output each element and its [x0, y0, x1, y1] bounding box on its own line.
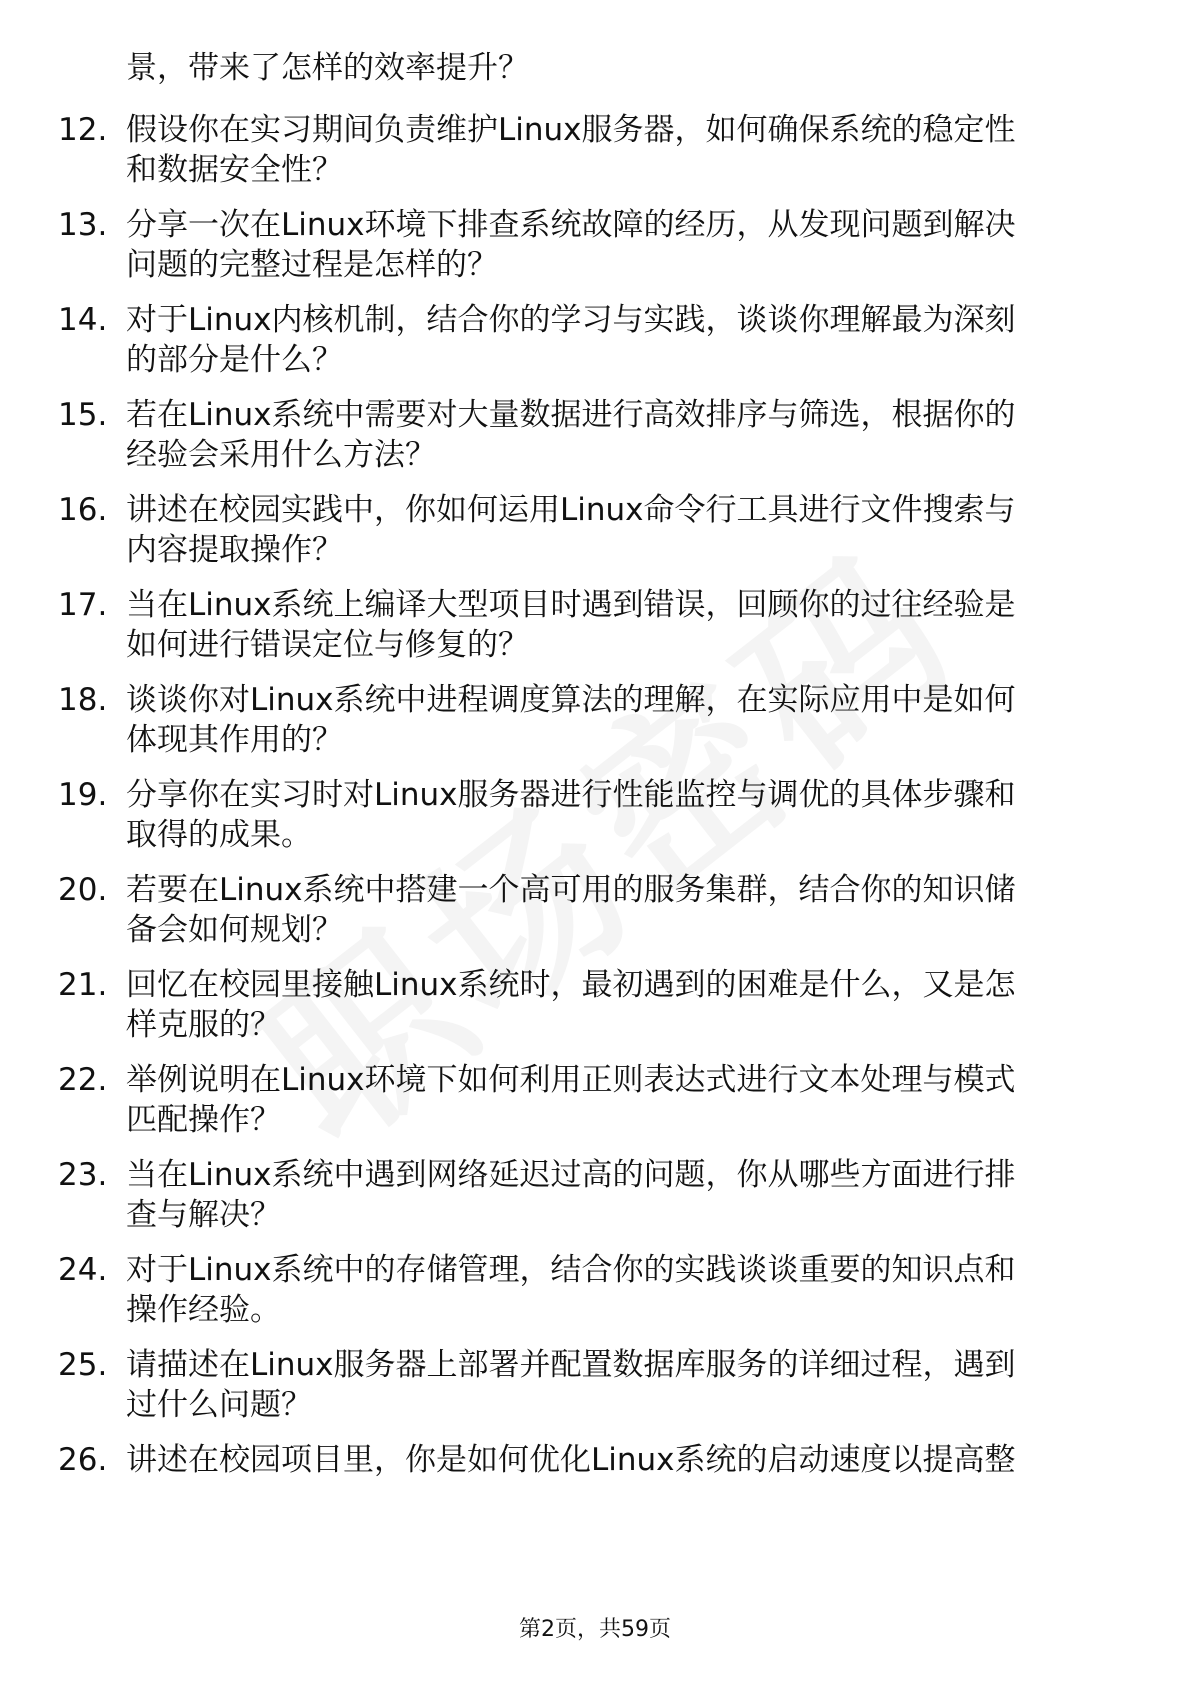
question-item: [0, 110, 1190, 205]
question-item: [0, 1440, 1190, 1535]
question-item: [0, 585, 1190, 680]
question-number: 20.: [58, 872, 108, 908]
question-number: 14.: [58, 302, 108, 338]
question-item: [0, 680, 1190, 775]
question-text: 对于Linux内核机制，结合你的学习与实践，谈谈你理解最为深刻 的部分是什么？: [126, 302, 1016, 378]
question-text: 分享你在实习时对Linux服务器进行性能监控与调优的具体步骤和 取得的成果。: [126, 777, 1016, 853]
question-number: 18.: [58, 682, 108, 718]
question-text: 当在Linux系统中遇到网络延迟过高的问题，你从哪些方面进行排 查与解决？: [126, 1157, 1016, 1233]
question-number: 25.: [58, 1347, 108, 1383]
question-item: [0, 870, 1190, 965]
question-number: 17.: [58, 587, 108, 623]
question-item: [0, 205, 1190, 300]
question-item: [0, 1250, 1190, 1345]
question-item: [0, 775, 1190, 870]
question-text: 分享一次在Linux环境下排查系统故障的经历，从发现问题到解决 问题的完整过程是怎样的？: [126, 207, 1016, 283]
question-item: [0, 1155, 1190, 1250]
question-number: 23.: [58, 1157, 108, 1193]
question-number: 24.: [58, 1252, 108, 1288]
question-number: 21.: [58, 967, 108, 1003]
question-number: 26.: [58, 1442, 108, 1478]
question-text: 举例说明在Linux环境下如何利用正则表达式进行文本处理与模式 匹配操作？: [126, 1062, 1016, 1138]
question-text: 若要在Linux系统中搭建一个高可用的服务集群，结合你的知识储 备会如何规划？: [126, 872, 1016, 948]
question-item: [0, 300, 1190, 395]
question-text: 若在Linux系统中需要对大量数据进行高效排序与筛选，根据你的 经验会采用什么方法？: [126, 397, 1016, 473]
continuation-line: 景，带来了怎样的效率提升？: [126, 50, 529, 86]
question-text: 请描述在Linux服务器上部署并配置数据库服务的详细过程，遇到 过什么问题？: [126, 1347, 1016, 1423]
question-content: [0, 48, 1190, 1535]
question-number: 12.: [58, 112, 108, 148]
question-item: [0, 395, 1190, 490]
question-number: 22.: [58, 1062, 108, 1098]
question-text: 回忆在校园里接触Linux系统时，最初遇到的困难是什么，又是怎 样克服的？: [126, 967, 1016, 1043]
question-number: 13.: [58, 207, 108, 243]
question-number: 15.: [58, 397, 108, 433]
question-text: 对于Linux系统中的存储管理，结合你的实践谈谈重要的知识点和 操作经验。: [126, 1252, 1016, 1328]
question-text: 讲述在校园项目里，你是如何优化Linux系统的启动速度以提高整: [126, 1442, 1016, 1478]
question-item: [0, 1060, 1190, 1155]
question-item: [0, 965, 1190, 1060]
question-number: 19.: [58, 777, 108, 813]
question-text: 讲述在校园实践中，你如何运用Linux命令行工具进行文件搜索与 内容提取操作？: [126, 492, 1016, 568]
question-number: 16.: [58, 492, 108, 528]
question-text: 谈谈你对Linux系统中进程调度算法的理解，在实际应用中是如何 体现其作用的？: [126, 682, 1016, 758]
question-list: [0, 110, 1190, 1535]
question-item: [0, 490, 1190, 585]
question-text: 当在Linux系统上编译大型项目时遇到错误，回顾你的过往经验是 如何进行错误定位与修复的？: [126, 587, 1016, 663]
question-item: [0, 1345, 1190, 1440]
page-footer: 第2页，共59页: [519, 1617, 671, 1642]
question-text: 假设你在实习期间负责维护Linux服务器，如何确保系统的稳定性 和数据安全性？: [126, 112, 1016, 188]
